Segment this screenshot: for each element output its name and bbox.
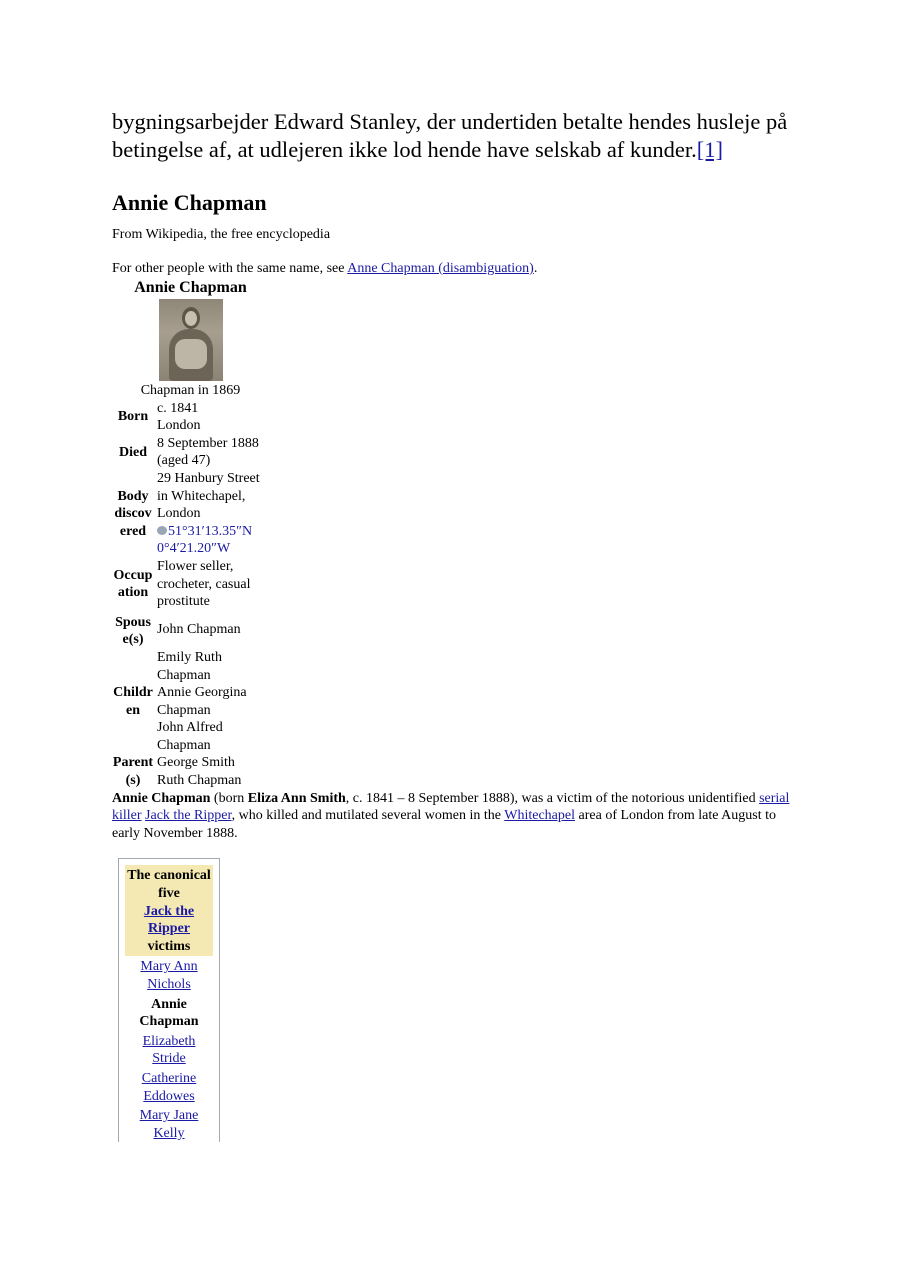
born-label: Born [117,409,149,425]
hatnote [112,260,802,278]
lead-text-1: (born [210,790,248,806]
jack-the-ripper-link[interactable]: Jack the Ripper [145,808,232,824]
navbox-item-chapman: Annie Chapman [139,996,199,1030]
lead-birth-name: Eliza Ann Smith [247,790,346,806]
infobox-title: Annie Chapman [134,279,247,296]
navbox-header-victims: victims [147,938,191,954]
intro-paragraph [112,108,802,164]
children-label: Children [113,685,153,718]
hatnote-period: . [533,261,538,276]
children-value [156,649,269,755]
navbox-item-nichols[interactable]: Mary Ann Nichols [140,959,198,992]
infobox-caption: Chapman in 1869 [140,383,241,398]
navbox-item-eddowes[interactable]: Catherine Eddowes [141,1070,197,1104]
body-discovered-label: Body discovered [114,488,152,539]
hatnote-text: For other people with the same name, see [112,261,348,276]
lead-text-5: area of London from late August to early November 1888. [112,808,777,841]
navbox-item-stride[interactable]: Elizabeth Stride [142,1033,196,1067]
occupation-value: Flower seller, crocheter, casual prostitute [157,558,251,610]
lead-name: Annie Chapman [112,790,211,806]
born-value [156,400,269,435]
globe-icon [157,526,167,535]
navbox-jack-the-ripper-link[interactable]: Jack the Ripper [143,903,195,937]
born-date: c. 1841 [157,400,199,416]
body-discovered-value [156,470,269,558]
article-title: Annie Chapman [112,190,267,215]
lead-paragraph [112,790,802,843]
lead-text-2: , c. 1841 – 8 September 1888), was a victim of the notorious unidentified [345,790,760,806]
navbox-item-kelly[interactable]: Mary Jane Kelly [139,1108,199,1141]
body-discovered-place: 29 Hanbury Street in Whitechapel, London [157,470,260,522]
reference-link[interactable]: [1] [696,137,724,162]
coordinates-text: 51°31′13.35″N 0°4′21.20″W [157,523,253,557]
canonical-five-navbox [118,858,220,1142]
navbox-header-text: The canonical five [127,868,211,902]
died-date: 8 September 1888 [157,435,259,451]
serial-killer-link[interactable]: serial killer [112,790,790,824]
born-place: London [157,418,201,434]
died-label: Died [119,444,147,460]
whitechapel-link[interactable]: Whitechapel [504,808,576,824]
parent-1: George Smith [157,755,235,771]
disambiguation-link[interactable]: Anne Chapman (disambiguation) [347,261,534,276]
site-subtitle: From Wikipedia, the free encyclopedia [112,227,331,242]
coordinates-link[interactable] [157,523,269,558]
parents-value [156,754,269,789]
child-1: Emily Ruth Chapman [157,649,222,683]
died-age: (aged 47) [157,453,211,469]
died-value [156,435,269,470]
lead-text-4: , who killed and mutilated several women in the [231,808,505,824]
parent-2: Ruth Chapman [157,773,242,789]
intro-text: bygningsarbejder Edward Stanley, der undertiden betalte hendes husleje på betingelse af, at udlejeren ikke lod hende have selskab af kunder. [112,109,788,162]
child-2: Annie Georgina Chapman [157,685,247,718]
page-content [112,108,802,1142]
navbox-header [125,865,213,956]
occupation-label: Occupation [113,567,153,601]
infobox [112,278,269,790]
spouse-value: John Chapman [157,622,241,638]
child-3: John Alfred Chapman [157,720,223,753]
parents-label: Parent(s) [112,755,154,789]
portrait-image[interactable] [159,299,223,381]
spouse-label: Spouse(s) [115,614,151,648]
